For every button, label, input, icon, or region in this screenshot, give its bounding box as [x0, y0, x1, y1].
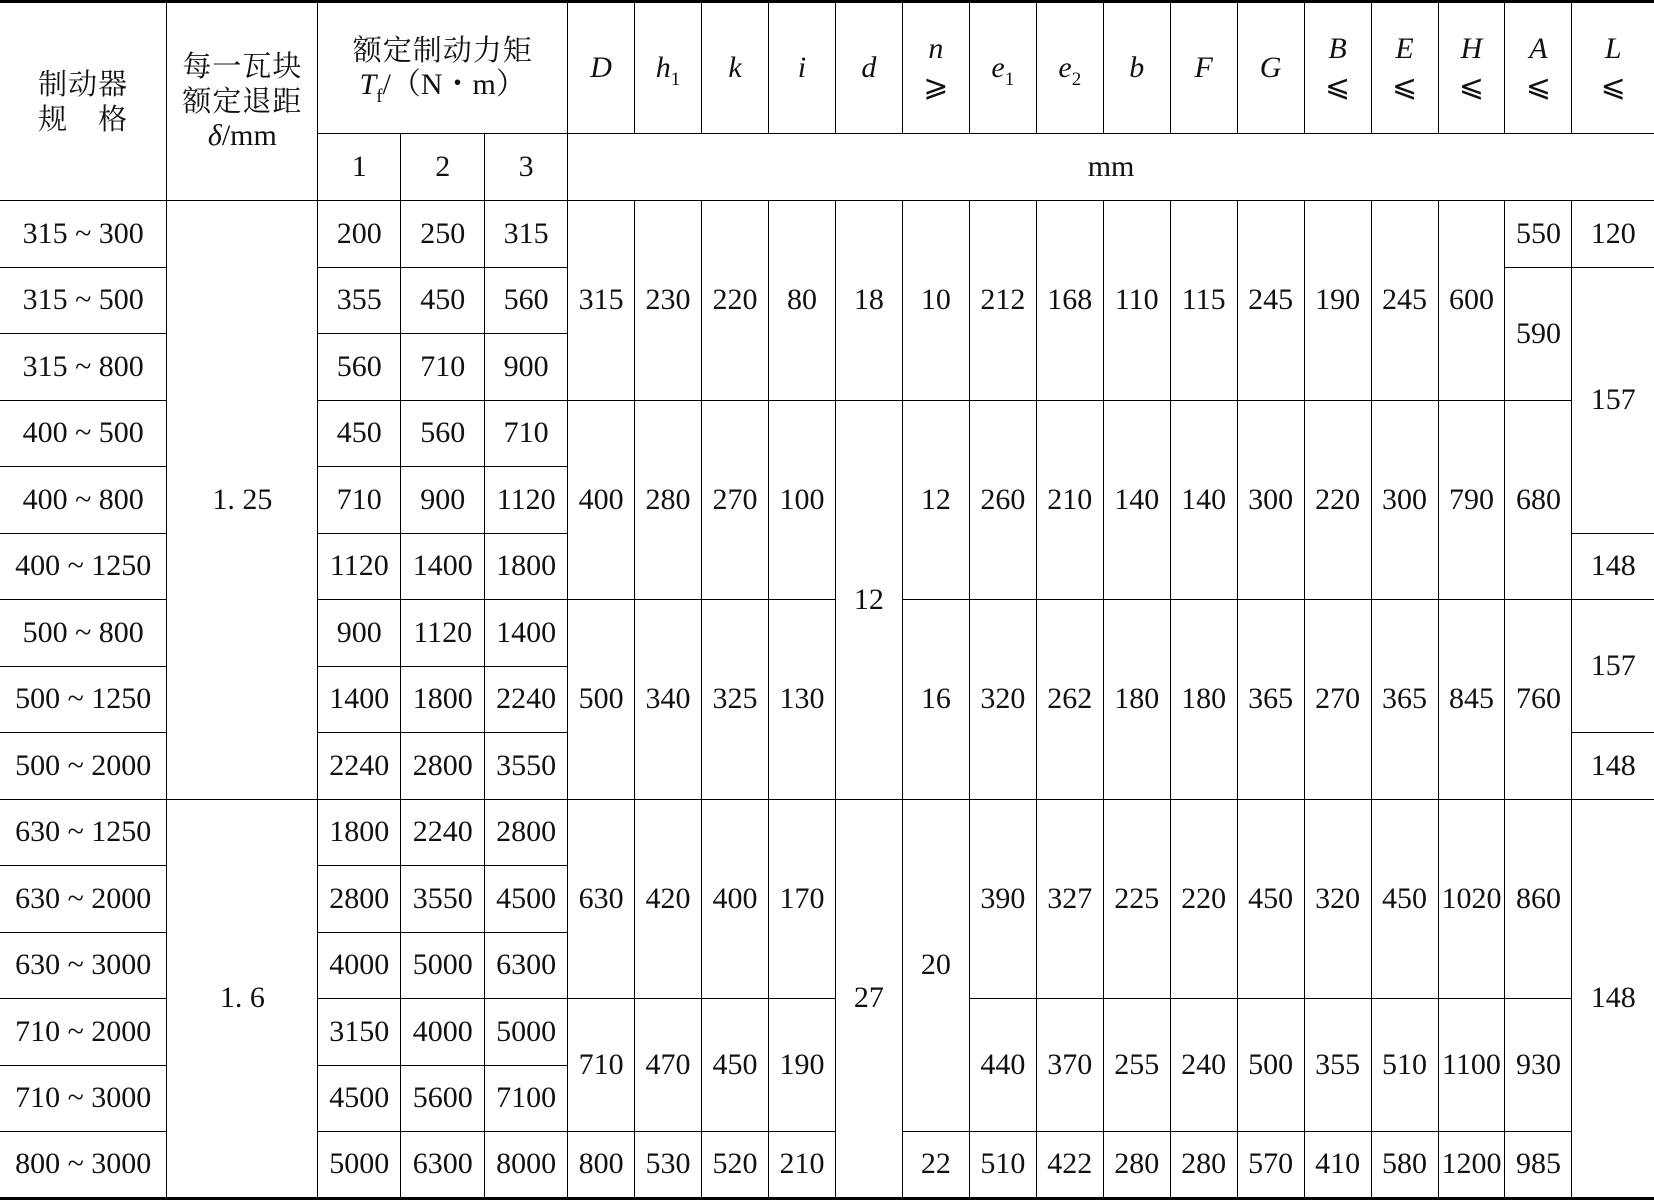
dim-b: 180: [1103, 600, 1170, 800]
dim-L: 157: [1572, 267, 1654, 533]
dim-A: 550: [1505, 201, 1572, 268]
dim-d: 27: [835, 799, 902, 1198]
torque-cell: 7100: [485, 1065, 568, 1132]
torque-cell: 450: [318, 400, 401, 467]
torque-cell: 1120: [401, 600, 485, 667]
dim-H: 600: [1438, 201, 1505, 401]
dim-B: 410: [1304, 1132, 1371, 1199]
header-torque: 额定制动力矩 $T_f/(N$・m）: [318, 2, 568, 134]
torque-cell: 900: [485, 334, 568, 401]
dim-h1: 470: [635, 999, 702, 1132]
spec-cell: 630 ~ 2000: [0, 866, 167, 933]
torque-cell: 1800: [485, 533, 568, 600]
dim-D: 315: [568, 201, 635, 401]
dim-G: 245: [1237, 201, 1304, 401]
torque-cell: 2800: [318, 866, 401, 933]
dim-L: 120: [1572, 201, 1654, 268]
header-torque-col-2: 2: [401, 134, 485, 201]
dim-F: 140: [1170, 400, 1237, 600]
dim-E: 300: [1371, 400, 1438, 600]
torque-cell: 1400: [318, 666, 401, 733]
torque-cell: 3150: [318, 999, 401, 1066]
dim-F: 280: [1170, 1132, 1237, 1199]
torque-cell: 3550: [401, 866, 485, 933]
torque-cell: 8000: [485, 1132, 568, 1199]
dim-k: 325: [702, 600, 769, 800]
dim-F: 220: [1170, 799, 1237, 999]
header-spec: 制动器 规 格: [0, 2, 167, 201]
dim-i: 190: [768, 999, 835, 1132]
dim-d: 12: [835, 400, 902, 799]
dim-h1: 340: [635, 600, 702, 800]
spec-cell: 630 ~ 3000: [0, 932, 167, 999]
dim-L: 148: [1572, 533, 1654, 600]
torque-cell: 4500: [318, 1065, 401, 1132]
dim-i: 170: [768, 799, 835, 999]
header-i: i: [768, 2, 835, 134]
dim-B: 355: [1304, 999, 1371, 1132]
dim-G: 365: [1237, 600, 1304, 800]
torque-cell: 900: [318, 600, 401, 667]
dim-F: 115: [1170, 201, 1237, 401]
torque-cell: 560: [401, 400, 485, 467]
torque-cell: 4000: [401, 999, 485, 1066]
torque-cell: 2240: [401, 799, 485, 866]
dim-b: 110: [1103, 201, 1170, 401]
torque-cell: 5000: [318, 1132, 401, 1199]
spec-cell: 315 ~ 500: [0, 267, 167, 334]
dim-A: 590: [1505, 267, 1572, 400]
dim-H: 790: [1438, 400, 1505, 600]
dim-n: 12: [902, 400, 969, 600]
dim-k: 400: [702, 799, 769, 999]
spec-cell: 630 ~ 1250: [0, 799, 167, 866]
dim-B: 270: [1304, 600, 1371, 800]
dim-H: 1020: [1438, 799, 1505, 999]
dim-A: 760: [1505, 600, 1572, 800]
spec-cell: 710 ~ 2000: [0, 999, 167, 1066]
dim-e2: 168: [1036, 201, 1103, 401]
torque-cell: 2240: [318, 733, 401, 800]
spec-cell: 400 ~ 1250: [0, 533, 167, 600]
torque-cell: 2800: [401, 733, 485, 800]
dim-h1: 420: [635, 799, 702, 999]
header-E: E ⩽: [1371, 2, 1438, 134]
dim-D: 800: [568, 1132, 635, 1199]
dim-e2: 422: [1036, 1132, 1103, 1199]
header-torque-col-3: 3: [485, 134, 568, 201]
dim-b: 255: [1103, 999, 1170, 1132]
dim-b: 140: [1103, 400, 1170, 600]
dim-B: 190: [1304, 201, 1371, 401]
retreat-group-1: 1. 25: [167, 201, 318, 800]
dim-b: 280: [1103, 1132, 1170, 1199]
torque-cell: 4000: [318, 932, 401, 999]
spec-cell: 315 ~ 300: [0, 201, 167, 268]
retreat-group-2: 1. 6: [167, 799, 318, 1198]
torque-cell: 200: [318, 201, 401, 268]
dim-e2: 327: [1036, 799, 1103, 999]
dim-E: 580: [1371, 1132, 1438, 1199]
dim-E: 245: [1371, 201, 1438, 401]
torque-cell: 710: [485, 400, 568, 467]
dim-h1: 230: [635, 201, 702, 401]
torque-cell: 6300: [485, 932, 568, 999]
spec-cell: 800 ~ 3000: [0, 1132, 167, 1199]
dim-H: 1200: [1438, 1132, 1505, 1199]
dim-i: 80: [768, 201, 835, 401]
torque-cell: 1800: [318, 799, 401, 866]
dim-k: 220: [702, 201, 769, 401]
dim-H: 845: [1438, 600, 1505, 800]
spec-cell: 710 ~ 3000: [0, 1065, 167, 1132]
spec-cell: 500 ~ 1250: [0, 666, 167, 733]
dim-i: 130: [768, 600, 835, 800]
dim-k: 520: [702, 1132, 769, 1199]
torque-cell: 2240: [485, 666, 568, 733]
header-e1: $e_1$: [969, 2, 1036, 134]
dim-G: 450: [1237, 799, 1304, 999]
header-F: F: [1170, 2, 1237, 134]
torque-cell: 710: [318, 467, 401, 534]
spec-cell: 400 ~ 500: [0, 400, 167, 467]
header-e2: $e_2$: [1036, 2, 1103, 134]
dim-A: 860: [1505, 799, 1572, 999]
dim-G: 570: [1237, 1132, 1304, 1199]
dim-e1: 320: [969, 600, 1036, 800]
header-G: G: [1237, 2, 1304, 134]
dim-H: 1100: [1438, 999, 1505, 1132]
torque-cell: 710: [401, 334, 485, 401]
torque-cell: 355: [318, 267, 401, 334]
torque-cell: 450: [401, 267, 485, 334]
dim-e2: 210: [1036, 400, 1103, 600]
header-b: b: [1103, 2, 1170, 134]
header-dim-unit: mm: [568, 134, 1654, 201]
dim-E: 510: [1371, 999, 1438, 1132]
dim-A: 985: [1505, 1132, 1572, 1199]
dim-h1: 280: [635, 400, 702, 600]
spec-cell: 500 ~ 800: [0, 600, 167, 667]
dim-h1: 530: [635, 1132, 702, 1199]
torque-cell: 250: [401, 201, 485, 268]
dim-L: 157: [1572, 600, 1654, 733]
dim-e2: 262: [1036, 600, 1103, 800]
dim-F: 180: [1170, 600, 1237, 800]
torque-cell: 5600: [401, 1065, 485, 1132]
dim-G: 300: [1237, 400, 1304, 600]
torque-cell: 5000: [401, 932, 485, 999]
dim-e1: 390: [969, 799, 1036, 999]
torque-cell: 560: [485, 267, 568, 334]
torque-cell: 315: [485, 201, 568, 268]
header-B: B ⩽: [1304, 2, 1371, 134]
dim-k: 270: [702, 400, 769, 600]
torque-cell: 5000: [485, 999, 568, 1066]
dim-A: 680: [1505, 400, 1572, 600]
dim-A: 930: [1505, 999, 1572, 1132]
dim-n: 20: [902, 799, 969, 1132]
torque-cell: 1400: [401, 533, 485, 600]
spec-cell: 315 ~ 800: [0, 334, 167, 401]
dim-E: 365: [1371, 600, 1438, 800]
torque-cell: 6300: [401, 1132, 485, 1199]
torque-cell: 900: [401, 467, 485, 534]
torque-cell: 3550: [485, 733, 568, 800]
dim-e1: 260: [969, 400, 1036, 600]
dim-B: 320: [1304, 799, 1371, 999]
torque-cell: 1800: [401, 666, 485, 733]
dim-n: 22: [902, 1132, 969, 1199]
dim-i: 210: [768, 1132, 835, 1199]
header-h1: $h_1$: [635, 2, 702, 134]
header-n: n ⩾: [902, 2, 969, 134]
header-retreat: 每一瓦块 额定退距 δ/mm: [167, 2, 318, 201]
dim-d: 18: [835, 201, 902, 401]
dim-b: 225: [1103, 799, 1170, 999]
torque-cell: 1400: [485, 600, 568, 667]
dim-e1: 212: [969, 201, 1036, 401]
header-d: d: [835, 2, 902, 134]
spec-cell: 400 ~ 800: [0, 467, 167, 534]
dim-L: 148: [1572, 799, 1654, 1198]
header-torque-col-1: 1: [318, 134, 401, 201]
header-D: D: [568, 2, 635, 134]
dim-F: 240: [1170, 999, 1237, 1132]
dim-L: 148: [1572, 733, 1654, 800]
spec-cell: 500 ~ 2000: [0, 733, 167, 800]
torque-cell: 2800: [485, 799, 568, 866]
torque-cell: 560: [318, 334, 401, 401]
header-L: L ⩽: [1572, 2, 1654, 134]
dim-G: 500: [1237, 999, 1304, 1132]
dim-B: 220: [1304, 400, 1371, 600]
header-A: A ⩽: [1505, 2, 1572, 134]
dim-D: 400: [568, 400, 635, 600]
dim-e2: 370: [1036, 999, 1103, 1132]
torque-cell: 1120: [485, 467, 568, 534]
torque-cell: 1120: [318, 533, 401, 600]
dim-E: 450: [1371, 799, 1438, 999]
torque-cell: 4500: [485, 866, 568, 933]
dim-D: 710: [568, 999, 635, 1132]
dim-D: 500: [568, 600, 635, 800]
header-H: H ⩽: [1438, 2, 1505, 134]
dim-e1: 510: [969, 1132, 1036, 1199]
dim-i: 100: [768, 400, 835, 600]
dim-D: 630: [568, 799, 635, 999]
dim-n: 10: [902, 201, 969, 401]
dim-e1: 440: [969, 999, 1036, 1132]
dim-k: 450: [702, 999, 769, 1132]
header-k: k: [702, 2, 769, 134]
dim-n: 16: [902, 600, 969, 800]
